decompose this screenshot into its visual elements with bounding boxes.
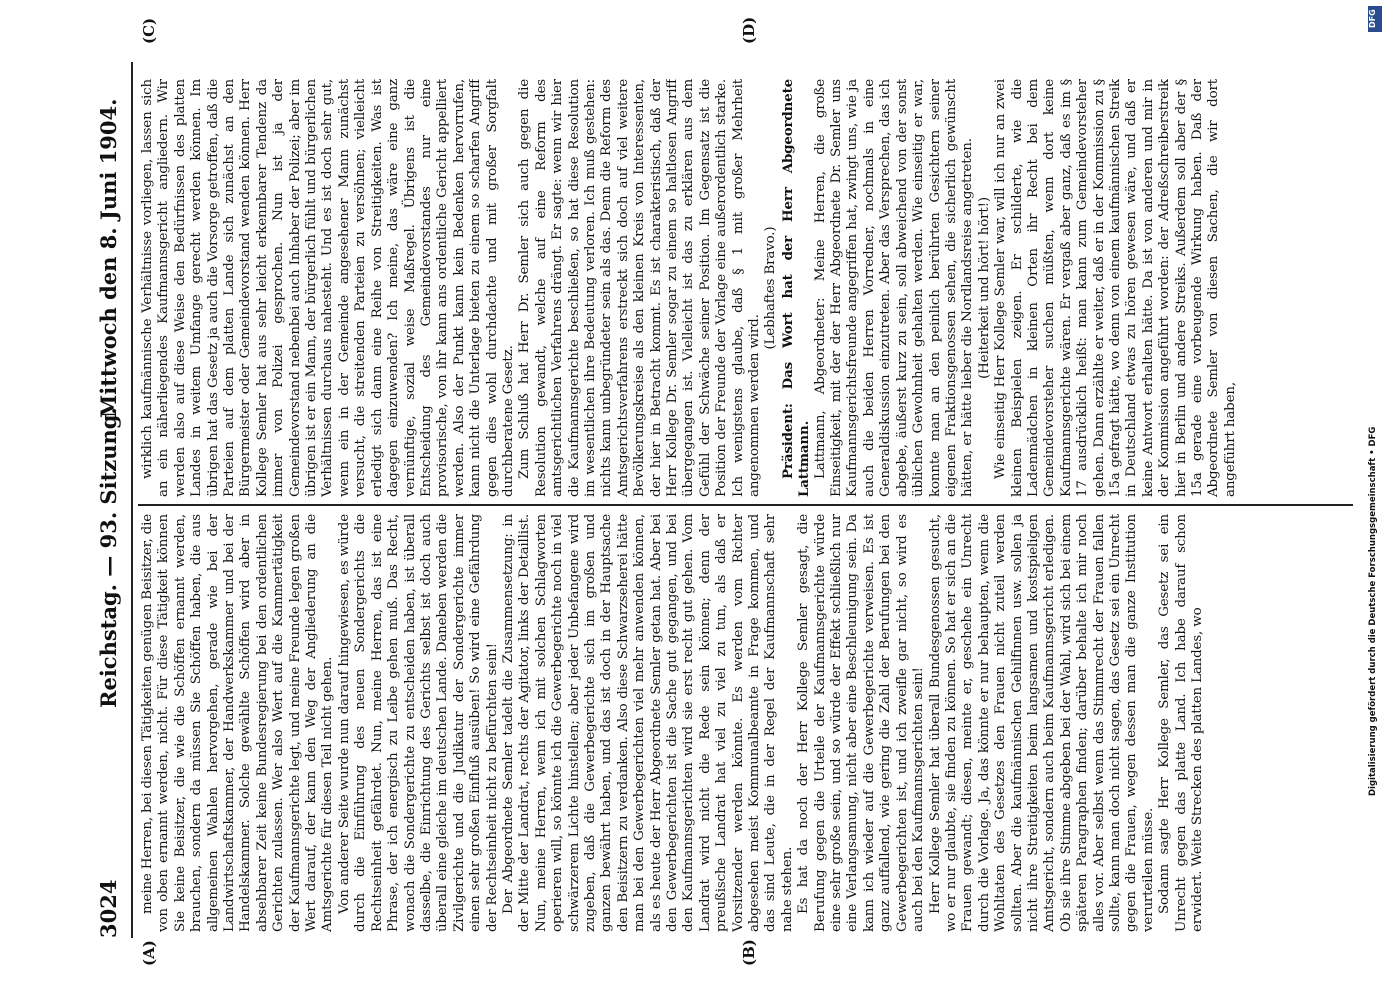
paragraph: meine Herren, bei diesen Tätigkeiten genügen Beisitzer, die von oben ernannt werden, nicht. Für diese Tätigkeit können Sie keine Beisitzer, die wie die Schöffen ernannt werden, brauchen, sondern da müssen Sie Schöffen haben, die aus allgemeinen Wahlen hervorgehen, gerade wie bei der Landwirtschaftskammer, der Handwerkskammer und bei der Handelskammer. Solche gewählte Schöffen wird aber in absehbarer Zeit keine Bundesregierung bei den ordentlichen Gerichten zulassen. Wer also Wert auf die Kammertätigkeit der Kaufmannsgerichte legt, und meine Freunde legen großen Wert darauf, der kann den Weg der Angliederung an die Amtsgerichte für diesen Teil nicht gehen. (140, 514, 336, 932)
page-number: 3024 (96, 879, 121, 938)
paragraph: wirklich kaufmännische Verhältnisse vorliegen, lassen sich an ein näherliegendes Kaufmannsgericht angliedern. Wir werden also auf diese Weise den Bedürfnissen des platten Landes in weitem Umfange gerecht werden können. Im übrigen hat das Gesetz ja auch die Vorsorge getroffen, daß die Parteien auf dem platten Lande sich zunächst an den Bürgermeister oder Gemeindevorstand wenden können. Herr Kollege Semler hat aus sehr leicht erkennbarer Tendenz da immer von Polizei gesprochen. Nun ist ja der Gemeindevorstand nebenbei auch Inhaber der Polizei; aber im übrigen ist er ein Mann, der bürgerlich fühlt und bürgerlichen Verhältnissen durchaus nahesteht. Und es ist doch sehr gut, wenn ein in der Gemeinde angesehener Mann zunächst versucht, die streitenden Parteien zu versöhnen; vielleicht erledigt sich dann eine Reihe von Streitigkeiten. Was ist dagegen einzuwenden? Ich meine, das wäre eine ganz vernünftige, sozial weise Maßregel. Übrigens ist die Entscheidung des Gemeindevorstandes nur eine provisorische, von ihr kann ans ordentliche Gericht appelliert werden. Also der Punkt kann kein Bedenken hervorrufen, kann nicht die Unterlage bieten zu einem so scharfen Angriff gegen dies wohl durchdachte und mit großer Sorgfalt durchberatene Gesetz. (140, 79, 516, 497)
session-date: Mittwoch den 8. Juni 1904. (96, 98, 121, 418)
paragraph: Zum Schluß hat Herr Dr. Semler sich auch gegen die Resolution gewandt, welche auf eine Reform des amtsgerichtlichen Verfahrens drängt. Er sagte: wenn wir hier die Kaufmannsgerichte beschließen, so hat diese Resolution im wesentlichen ihre Bedeutung verloren. Ich muß gestehen: nichts kann unbegründeter sein als das. Denn die Reform des Amtsgerichtsverfahrens erstreckt sich doch auf viel weitere Bevölkerungskreise als den kleinen Kreis von Interessenten, der hier in Betracht kommt. Es ist charakteristisch, daß der Herr Kollege Dr. Semler sogar zu einem so haltlosen Angriff übergegangen ist. Vielleicht ist das zu erklären aus dem Gefühl der Schwäche seiner Position. Im Gegensatz ist die Position der Freunde der Vorlage eine außerordentlich starke. Ich wenigstens glaube, daß § 1 mit großer Mehrheit angenommen werden wird. (517, 79, 763, 497)
text-column-right (140, 79, 1340, 497)
digitization-notice-text: Digitalisierung gefördert durch die Deutsche Forschungsgemeinschaft • DFG (1368, 426, 1378, 796)
paragraph: Wie einseitig Herr Kollege Semler war, will ich nur an zwei kleinen Beispielen zeigen. Er schilderte, wie die Ladenmädchen in kleinen Orten ihr Recht bei dem Gemeindevorsteher suchen müßten, wenn dort keine Kaufmannsgerichte wären. Er vergaß aber ganz, daß es im § 17 ausdrücklich heißt: man kann zum Gemeindevorsteher gehen. Dann erzählte er weiter, daß er in der Kommission zu § 15a gefragt hätte, wo denn von einem kaufmännischen Streik in Deutschland etwas zu hören gewesen wäre, und daß er keine Antwort erhalten hätte. Da ist von anderen und mir in der Kommission angeführt worden: der Adreßschreiberstreik hier in Berlin und andere Streiks. Außerdem soll aber der § 15a gerade eine vorbeugende Wirkung haben. Daß der Abgeordnete Semler von diesen Sachen, die wir dort angeführt haben, (993, 79, 1238, 497)
paragraph: Herr Kollege Semler hat überall Bundesgenossen gesucht, wo er nur glaubte, sie finden zu können. So hat er sich an die Frauen gewandt; diesen, meinte er, geschehe ein Unrecht durch die Vorlage. Ja, das könnte er nur behaupten, wenn die Wohltaten des Gesetzes den Frauen nicht zuteil werden sollten. Aber die kaufmännischen Gehilfinnen usw. sollen ja nicht ihre Streitigkeiten beim langsamen und kostspieligen Amtsgericht, sondern auch beim Kaufmannsgericht erledigen. Ob sie ihre Stimme abgeben bei der Wahl, wird sich bei einem späteren Paragraphen finden; darüber behalte ich mir noch alles vor. Aber selbst wenn das Stimmrecht der Frauen fallen sollte, kann man doch nicht sagen, das Gesetz sei ein Unrecht gegen die Frauen, wegen dessen man die ganze Institution verurteilen müsse. (927, 514, 1156, 932)
page-header (90, 58, 130, 938)
margin-marker-d: (D) (740, 16, 758, 44)
text-column-left (140, 514, 1340, 932)
paragraph: Von anderer Seite wurde nun darauf hingewiesen, es würde durch die Einführung des neuen Sondergerichts die Rechtseinheit gefährdet. Nun, meine Herren, das ist eine Phrase, der ich energisch zu Leibe gehen muß. Das Recht, wonach die Sondergerichte zu entscheiden haben, ist überall dasselbe, die Einrichtung des Gerichts selbst ist doch auch überall eine gleiche im deutschen Lande. Daneben werden die Zivilgerichte und die Judikatur der Sondergerichte immer einen sehr großen Einfluß ausüben! So wird eine Gefährdung der Rechtseinheit nicht zu befürchten sein! (336, 514, 500, 932)
paragraph: Sodann sagte Herr Kollege Semler, das Gesetz sei ein Unrecht gegen das platte Land. Ich habe darauf schon erwidert. Weite Strecken des platten Landes, wo (1157, 514, 1205, 932)
interjection: (Heiterkeit und hört! hört!) (976, 197, 992, 379)
paragraph: Lattmann, Abgeordneter: Meine Herren, die große Einseitigkeit, mit der der Herr Abgeordnete Dr. Semler uns Kaufmannsgerichtsfreunde angegriffen hat, zwingt uns, wie ja auch die beiden Herren Vorredner, nochmals in eine Generaldiskussion einzutreten. Aber das Versprechen, das ich abgebe, äußerst kurz zu sein, soll abweichend von der sonst üblichen Gewohnheit gehalten werden. Wie einseitig er war, konnte man an den peinlich berührten Gesichtern seiner eigenen Fraktionsgenossen sehen, die sicherlich gewünscht hätten, er hätte lieber die Nordlandsreise angetreten. (812, 79, 976, 497)
dfg-logo: DFG (1368, 6, 1382, 32)
paragraph: Es hat da noch der Herr Kollege Semler gesagt, die Berufung gegen die Urteile der Kaufmannsgerichte würde eine sehr große sein, und so würde der Effekt schließlich nur eine Verlangsamung, nicht aber eine Beschleunigung sein. Da kann ich wieder auf die Gewerbegerichte verweisen. Es ist ganz auffallend, wie gering die Zahl der Berufungen bei den Gewerbegerichten ist, und ich zweifle gar nicht, so wird es auch bei den Kaufmannsgerichten sein! (796, 514, 927, 932)
interjection: (Lebhaftes Bravo.) (763, 226, 779, 350)
digitization-notice (1368, 0, 1382, 1000)
president-statement: Präsident: Das Wort hat der Herr Abgeordnete Lattmann. (779, 79, 813, 497)
margin-marker-b: (B) (740, 939, 758, 966)
header-rule (131, 62, 133, 938)
margin-marker-a: (A) (140, 940, 158, 966)
paragraph: Der Abgeordnete Semler tadelt die Zusammensetzung: in der Mitte der Landrat, rechts der Agitator, links der Detaillist. Nun, meine Herren, wenn ich mit solchen Schlagworten operieren will, so könnte ich die Gewerbegerichte noch in viel schwärzerem Lichte hinstellen; aber jeder Unbefangene wird zugeben, daß die Gewerbegerichte sich im großen und ganzen bewährt haben, und das ist doch in der Hauptsache den Beisitzern zu verdanken. Also diese Schwarzseherei hätte man bei den Gewerbegerichten viel mehr anwenden können, als es heute der Herr Abgeordnete Semler getan hat. Aber bei den Gewerbegerichten ist die Sache gut gegangen, und bei den Kaufmannsgerichten wird sie erst recht gut gehen. Vom Landrat wird nicht die Rede sein können; denn der preußische Landrat hat viel zu viel zu tun, als daß er Vorsitzender werden könnte. Es werden vom Richter abgesehen meist Kommunalbeamte in Frage kommen, und das sind Leute, die in der Regel der Kaufmannschaft sehr nahe stehen. (500, 514, 795, 932)
session-title: Reichstag. — 93. Sitzung. (96, 407, 121, 708)
margin-marker-c: (C) (140, 17, 158, 44)
column-divider (138, 504, 1353, 506)
